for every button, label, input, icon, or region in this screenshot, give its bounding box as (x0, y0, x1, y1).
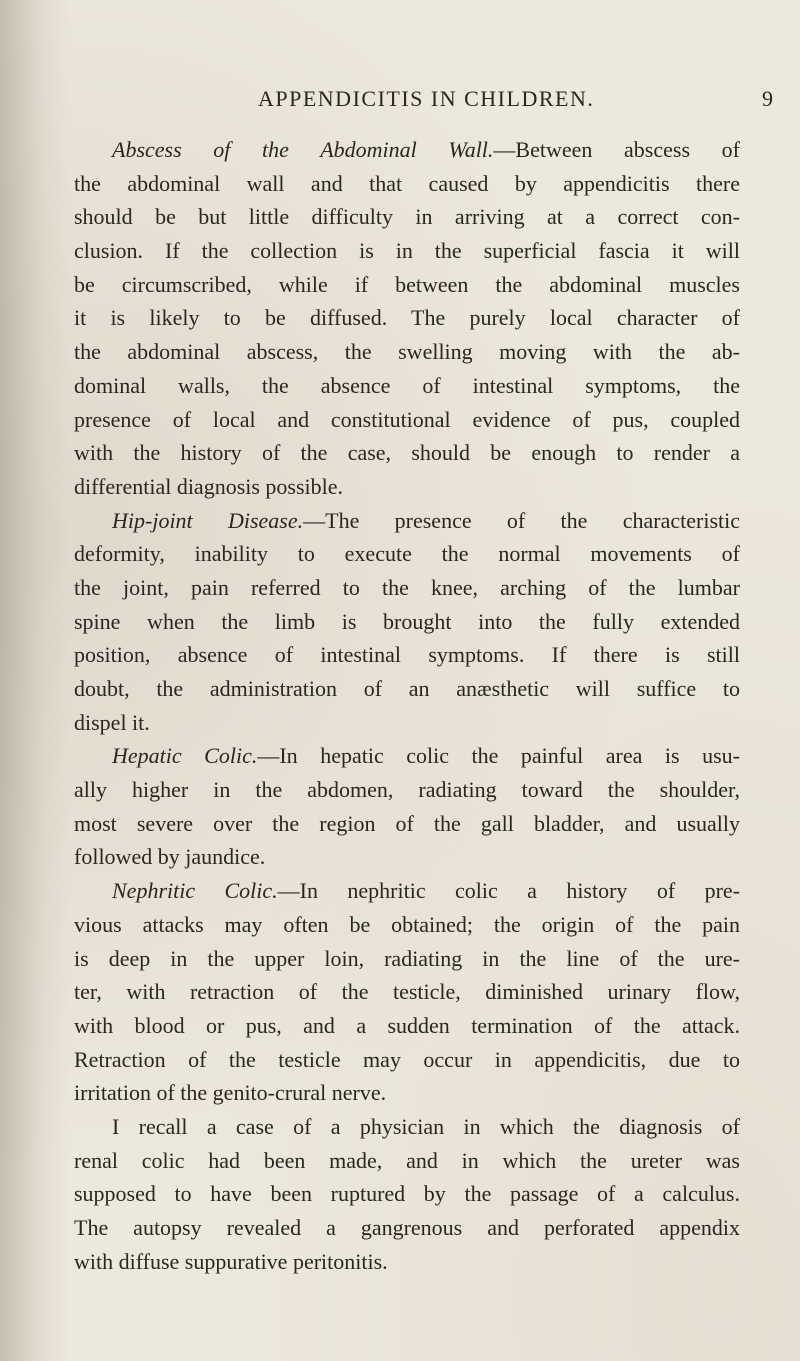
text-line (74, 1144, 740, 1178)
line-text: ter, with retraction of the testicle, diminished urinary flow, (74, 979, 740, 1005)
line-text: dominal walls, the absence of intestinal symptoms, the (74, 372, 740, 398)
line-text: is deep in the upper loin, radiating in the line of the ure- (74, 945, 740, 971)
text-line (74, 504, 740, 538)
line-text: deformity, inability to execute the normal movements of (74, 541, 740, 567)
text-line (74, 403, 740, 437)
page-number: 9 (762, 86, 775, 111)
line-text: followed by jaundice. (74, 844, 266, 870)
line-text: most severe over the region of the gall bladder, and usually (74, 810, 740, 836)
line-text: —In nephritic colic a history of pre- (277, 878, 740, 904)
text-line (74, 807, 740, 841)
text-line (74, 739, 740, 773)
text-line (74, 470, 740, 504)
line-text: dispel it. (74, 709, 150, 735)
text-line (74, 133, 740, 167)
line-text: renal colic had been made, and in which the ureter was (74, 1147, 740, 1173)
line-text: the abdominal abscess, the swelling moving with the ab- (74, 339, 740, 365)
running-title: APPENDICITIS IN CHILDREN. (258, 86, 595, 111)
text-line (74, 436, 740, 470)
body-text (74, 133, 740, 1278)
text-line (74, 1110, 740, 1144)
line-text: it is likely to be diffused. The purely local character of (74, 305, 740, 331)
text-line (74, 301, 740, 335)
line-text: presence of local and constitutional evidence of pus, coupled (74, 406, 740, 432)
text-line (74, 268, 740, 302)
line-text: differential diagnosis possible. (74, 473, 344, 499)
text-line (74, 167, 740, 201)
line-text: the joint, pain referred to the knee, arching of the lumbar (74, 574, 740, 600)
line-text: vious attacks may often be obtained; the origin of the pain (74, 911, 740, 937)
text-line (74, 975, 740, 1009)
line-text: ally higher in the abdomen, radiating toward the shoulder, (74, 777, 740, 803)
text-line (74, 840, 740, 874)
text-line (74, 1076, 740, 1110)
line-text: Retraction of the testicle may occur in appendicitis, due to (74, 1046, 740, 1072)
line-text: be circumscribed, while if between the abdominal muscles (74, 271, 740, 297)
line-text: with blood or pus, and a sudden termination of the attack. (74, 1012, 740, 1038)
line-text: The autopsy revealed a gangrenous and perforated appendix (74, 1215, 740, 1240)
text-line (74, 1245, 740, 1279)
line-text: supposed to have been ruptured by the passage of a calculus. (74, 1181, 740, 1207)
line-text: with the history of the case, should be enough to render a (74, 440, 740, 466)
binding-shadow (0, 0, 70, 1361)
text-line (74, 200, 740, 234)
section-heading: Nephritic Colic. (112, 878, 278, 904)
line-text: —Between abscess of (493, 137, 740, 162)
text-line (74, 335, 740, 369)
line-text: irritation of the genito-crural nerve. (74, 1080, 387, 1106)
section-heading: Hip-joint Disease. (112, 507, 304, 533)
text-line (74, 571, 740, 605)
text-line (74, 1043, 740, 1077)
line-text: spine when the limb is brought into the fully extended (74, 608, 740, 634)
text-line (74, 605, 740, 639)
text-line (74, 1177, 740, 1211)
line-text: —The presence of the characteristic (303, 507, 740, 533)
text-line (74, 1211, 740, 1245)
text-line (74, 638, 740, 672)
line-text: doubt, the administration of an anæsthetic will suffice to (74, 676, 740, 701)
line-text: clusion. If the collection is in the superficial fascia it will (74, 238, 740, 264)
text-line (74, 234, 740, 268)
line-text: —In hepatic colic the painful area is usu- (257, 743, 740, 769)
line-text: the abdominal wall and that caused by appendicitis there (74, 170, 740, 196)
line-text: position, absence of intestinal symptoms. If there is still (74, 642, 740, 668)
text-line (74, 908, 740, 942)
section-heading: Hepatic Colic. (112, 743, 258, 769)
text-line (74, 874, 740, 908)
text-line (74, 1009, 740, 1043)
text-line (74, 537, 740, 571)
text-line (74, 706, 740, 740)
text-line (74, 942, 740, 976)
line-text: should be but little difficulty in arriving at a correct con- (74, 204, 740, 230)
text-line (74, 672, 740, 706)
line-text: with diffuse suppurative peritonitis. (74, 1248, 388, 1274)
text-line (74, 773, 740, 807)
line-text: I recall a case of a physician in which the diagnosis of (112, 1113, 740, 1139)
text-line (74, 369, 740, 403)
section-heading: Abscess of the Abdominal Wall. (112, 137, 494, 162)
